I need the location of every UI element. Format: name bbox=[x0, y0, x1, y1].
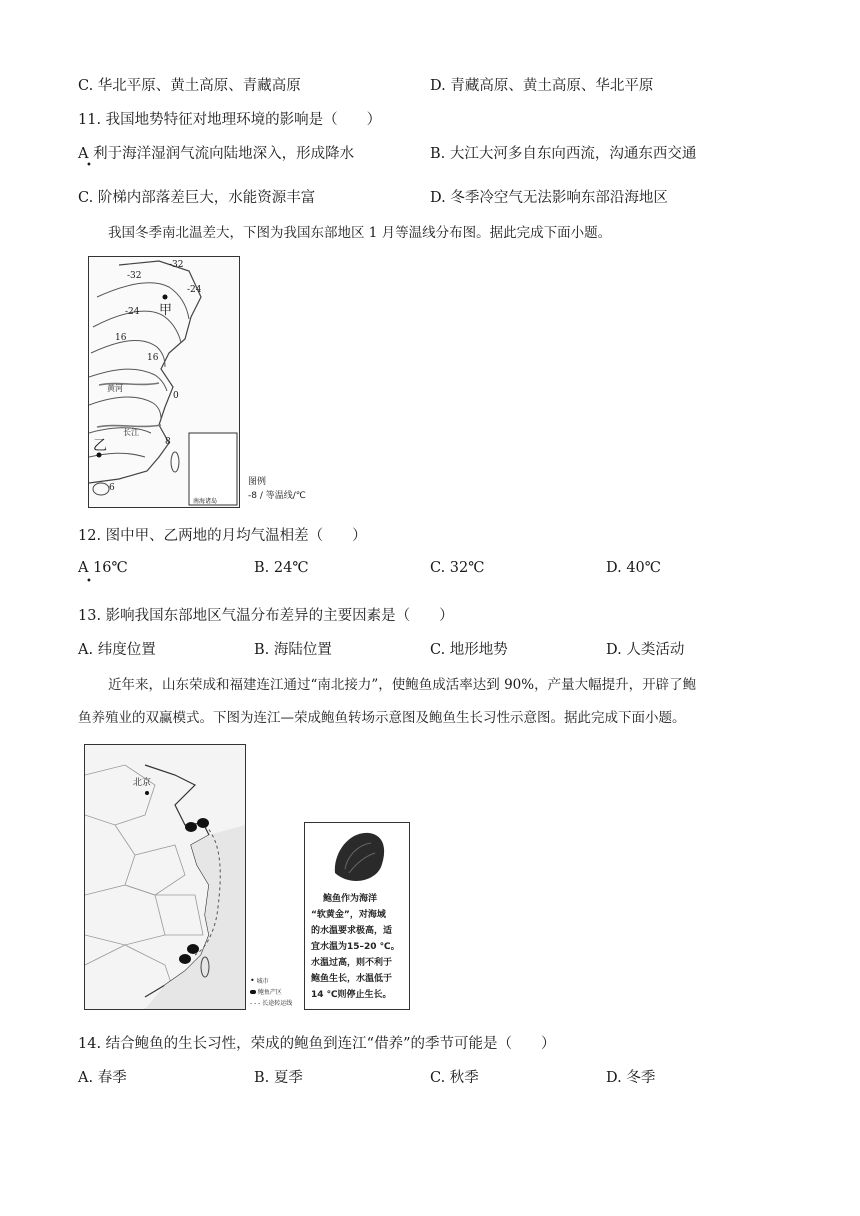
abalone-habit-line: 宜水温为15–20 ℃。 bbox=[311, 942, 400, 952]
q13-option-c: C. 地形地势 bbox=[430, 642, 508, 658]
q10-option-c: C. 华北平原、黄土高原、青藏高原 bbox=[78, 78, 301, 94]
q11-option-d: D. 冬季冷空气无法影响东部沿海地区 bbox=[430, 190, 668, 206]
abalone-illustration bbox=[305, 823, 409, 893]
isotherm-map bbox=[88, 256, 240, 508]
legend-transfer-line: - - - 长途转运线 bbox=[250, 1000, 293, 1007]
point-yi-label: 乙 bbox=[93, 438, 107, 454]
isotherm-label: 0 bbox=[173, 391, 179, 401]
map2-legend bbox=[250, 975, 292, 1009]
point-jia-label: 甲 bbox=[159, 303, 173, 318]
q12-option-c: C. 32℃ bbox=[430, 560, 485, 576]
intro-paragraph-1: 我国冬季南北温差大，下图为我国东部地区 1 月等温线分布图。据此完成下面小题。 bbox=[108, 225, 612, 241]
isotherm-map-graphic bbox=[89, 257, 239, 507]
q13-stem: 13. 影响我国东部地区气温分布差异的主要因素是（ ） bbox=[78, 608, 454, 624]
legend-production-area: 鲍鱼产区 bbox=[250, 987, 292, 998]
map1-legend-title: 图例 bbox=[248, 477, 267, 487]
q14-option-c: C. 秋季 bbox=[430, 1070, 479, 1086]
isotherm-label: 16 bbox=[147, 353, 159, 363]
abalone-habit-line: 水温过高，则不利于 bbox=[311, 958, 393, 968]
isotherm-label: -32 bbox=[169, 260, 184, 270]
q14-option-a: A. 春季 bbox=[78, 1070, 127, 1086]
isotherm-label: -24 bbox=[125, 307, 140, 317]
q13-option-a: A. 纬度位置 bbox=[78, 642, 156, 658]
lianjiang-production-marker bbox=[179, 954, 191, 964]
q12-option-d: D. 40℃ bbox=[606, 560, 661, 576]
abalone-transfer-map bbox=[84, 744, 246, 1010]
answer-dot: • bbox=[86, 576, 92, 587]
abalone-habit-line: “软黄金”，对海域 bbox=[311, 910, 386, 920]
rongcheng-production-marker bbox=[197, 818, 209, 828]
abalone-habit-line: 14 ℃则停止生长。 bbox=[311, 990, 392, 1000]
river-label-changjiang: 长江 bbox=[123, 428, 139, 437]
q11-option-c: C. 阶梯内部落差巨大，水能资源丰富 bbox=[78, 190, 316, 206]
isotherm-label: -24 bbox=[187, 285, 202, 295]
abalone-habit-line: 鲍鱼生长，水温低于 bbox=[311, 974, 393, 984]
abalone-habit-line: 鲍鱼作为海洋 bbox=[323, 894, 378, 904]
isotherm-label: 16 bbox=[115, 333, 127, 343]
lianjiang-production-marker bbox=[187, 944, 199, 954]
q13-option-d: D. 人类活动 bbox=[606, 642, 685, 658]
beijing-marker bbox=[145, 791, 149, 795]
rongcheng-production-marker bbox=[185, 822, 197, 832]
svg-text:南海诸岛: 南海诸岛 bbox=[193, 498, 218, 505]
abalone-habit-box bbox=[304, 822, 410, 1010]
intro-paragraph-2-line-1: 近年来，山东荣成和福建连江通过“南北接力”，使鲍鱼成活率达到 90%，产量大幅提升，开辟了鲍 bbox=[108, 677, 697, 693]
map1-legend-isotherm: -8 ∕ 等温线/℃ bbox=[248, 491, 306, 501]
q14-option-b: B. 夏季 bbox=[254, 1070, 303, 1086]
isotherm-label: -32 bbox=[127, 271, 142, 281]
q11-option-a: A 利于海洋湿润气流向陆地深入，形成降水 bbox=[78, 146, 355, 162]
q12-option-b: B. 24℃ bbox=[254, 560, 309, 576]
q13-option-b: B. 海陆位置 bbox=[254, 642, 332, 658]
isotherm-label: 8 bbox=[165, 437, 171, 447]
answer-dot: • bbox=[86, 160, 92, 171]
abalone-habit-line: 的水温要求极高，适 bbox=[311, 926, 393, 936]
river-label-huanghe: 黄河 bbox=[107, 384, 123, 393]
q14-option-d: D. 冬季 bbox=[606, 1070, 656, 1086]
q12-stem: 12. 图中甲、乙两地的月均气温相差（ ） bbox=[78, 528, 367, 544]
q11-stem: 11. 我国地势特征对地理环境的影响是（ ） bbox=[78, 112, 382, 128]
isotherm-label: 6 bbox=[109, 483, 115, 493]
abalone-transfer-map-graphic bbox=[85, 745, 245, 1009]
legend-city: • 城市 bbox=[250, 976, 269, 985]
q14-stem: 14. 结合鲍鱼的生长习性，荣成的鲍鱼到连江“借养”的季节可能是（ ） bbox=[78, 1036, 556, 1052]
beijing-label: 北京 bbox=[133, 778, 152, 788]
q12-option-a: A 16℃ bbox=[78, 560, 128, 576]
q11-option-b: B. 大江大河多自东向西流，沟通东西交通 bbox=[430, 146, 697, 162]
intro-paragraph-2-line-2: 鱼养殖业的双赢模式。下图为连江—荣成鲍鱼转场示意图及鲍鱼生长习性示意图。据此完成下面小题。 bbox=[78, 710, 686, 726]
q10-option-d: D. 青藏高原、黄土高原、华北平原 bbox=[430, 78, 654, 94]
